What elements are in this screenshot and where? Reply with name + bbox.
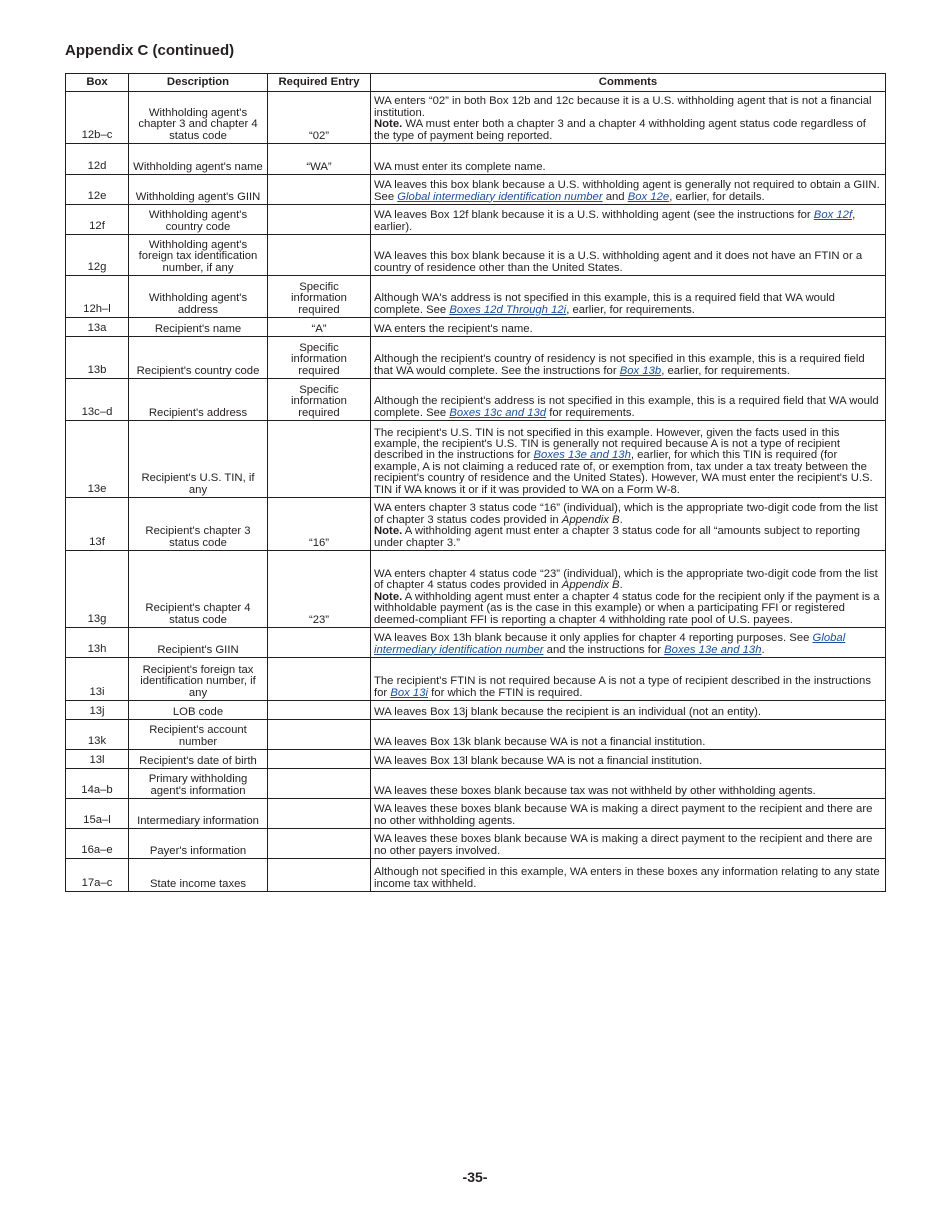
column-header-comments: Comments (371, 74, 886, 92)
required-entry-cell (268, 769, 371, 799)
comment-text: WA enters “02” in both Box 12b and 12c because it is a U.S. withholding agent that is not a financial institution. (374, 95, 872, 119)
comment-text: . (619, 579, 623, 592)
table-row (66, 318, 886, 337)
required-entry-cell (268, 235, 371, 276)
description-cell: Withholding agent's foreign tax identification number, if any (129, 235, 268, 276)
cross-reference-link[interactable]: Box 12f (813, 209, 853, 222)
description-cell: Intermediary information (129, 799, 268, 829)
comment-text: A withholding agent must enter a chapter 4 status code for the recipient only if the payment is a withholdable payment (as is the case in this example) or when a participating FFI or registered deemed-compliant FFI is reporting a chapter 4 withholding rate pool of U.S. payees. (374, 590, 880, 626)
required-entry-cell: Specific information required (268, 337, 371, 379)
box-cell: 15a–l (66, 799, 129, 829)
comments-cell (371, 628, 886, 658)
comment-text: Although the recipient's address is not specified in this example, this is a required field that WA would complete. See (374, 395, 879, 419)
comments-cell (371, 144, 886, 175)
column-header-description: Description (129, 74, 268, 92)
description-cell: Recipient's address (129, 379, 268, 421)
table-row (66, 175, 886, 205)
comments-cell (371, 235, 886, 276)
box-cell: 13c–d (66, 379, 129, 421)
table-row (66, 628, 886, 658)
required-entry-cell (268, 205, 371, 235)
comment-text: for requirements. (546, 406, 635, 419)
table-row (66, 720, 886, 750)
italic-reference: Appendix B (561, 513, 620, 526)
table-row (66, 205, 886, 235)
comments-cell (371, 92, 886, 144)
box-cell: 12d (66, 144, 129, 175)
box-cell: 12b–c (66, 92, 129, 144)
box-cell: 13e (66, 421, 129, 498)
cross-reference-link[interactable]: Boxes 12d Through 12i (449, 303, 567, 316)
comment-text: WA leaves Box 13l blank because WA is not a financial institution. (374, 754, 703, 767)
comments-cell (371, 769, 886, 799)
table-row (66, 144, 886, 175)
comment-text: and (602, 190, 628, 203)
comment-text: WA leaves these boxes blank because tax was not withheld by other withholding agents. (374, 784, 816, 797)
box-cell: 13i (66, 658, 129, 701)
page-number: -35- (462, 1169, 488, 1185)
table-header-row (66, 74, 886, 92)
comment-text: WA enters chapter 4 status code “23” (individual), which is the appropriate two-digit code from the list of chapter 4 status codes provided in (374, 567, 878, 592)
description-cell: Primary withholding agent's information (129, 769, 268, 799)
box-cell: 13l (66, 750, 129, 769)
table-row (66, 859, 886, 892)
column-header-required-entry: Required Entry (268, 74, 371, 92)
required-entry-cell: “16” (268, 498, 371, 551)
box-cell: 16a–e (66, 829, 129, 859)
description-cell: Payer's information (129, 829, 268, 859)
required-entry-cell (268, 859, 371, 892)
required-entry-cell (268, 701, 371, 720)
comment-text: WA leaves this box blank because a U.S. withholding agent is generally not required to obtain a GIIN. See (374, 179, 880, 203)
table-row (66, 799, 886, 829)
italic-reference: Appendix B (561, 579, 620, 592)
box-cell: 13j (66, 701, 129, 720)
required-entry-cell: “A” (268, 318, 371, 337)
comment-text: . (761, 643, 765, 656)
comment-text: for which the FTIN is required. (428, 686, 583, 699)
table-row (66, 337, 886, 379)
table-row (66, 769, 886, 799)
cross-reference-link[interactable]: Box 13b (619, 364, 662, 377)
comments-cell (371, 337, 886, 379)
comments-cell (371, 276, 886, 318)
cross-reference-link[interactable]: Boxes 13e and 13h (533, 449, 631, 462)
description-cell: Recipient's country code (129, 337, 268, 379)
description-cell: Withholding agent's name (129, 144, 268, 175)
comment-text: WA enters chapter 3 status code “16” (individual), which is the appropriate two-digit code from the list of chapter 3 status codes provided in (374, 502, 878, 526)
table-row (66, 276, 886, 318)
cross-reference-link[interactable]: Box 13i (390, 686, 429, 699)
comments-cell (371, 498, 886, 551)
description-cell: Recipient's date of birth (129, 750, 268, 769)
comments-cell (371, 421, 886, 498)
required-entry-cell (268, 421, 371, 498)
comment-text: WA must enter both a chapter 3 and a chapter 4 withholding agent status code regardless of the type of payment being reported. (374, 118, 866, 142)
description-cell: Recipient's foreign tax identification number, if any (129, 658, 268, 701)
cross-reference-link[interactable]: Box 12e (627, 190, 670, 203)
description-cell: LOB code (129, 701, 268, 720)
comment-text: WA leaves Box 13h blank because it only applies for chapter 4 reporting purposes. See (374, 632, 813, 645)
table-row (66, 701, 886, 720)
comment-text: , earlier, for details. (669, 190, 765, 203)
comments-cell (371, 859, 886, 892)
box-cell: 14a–b (66, 769, 129, 799)
description-cell: Withholding agent's country code (129, 205, 268, 235)
table-row (66, 379, 886, 421)
comments-cell (371, 205, 886, 235)
required-entry-cell (268, 175, 371, 205)
comments-cell (371, 701, 886, 720)
comment-text: and the instructions for (543, 643, 665, 656)
appendix-table (65, 73, 886, 892)
table-row (66, 658, 886, 701)
table-row (66, 235, 886, 276)
comments-cell (371, 750, 886, 769)
box-cell: 12e (66, 175, 129, 205)
box-cell: 13b (66, 337, 129, 379)
description-cell: Recipient's chapter 4 status code (129, 551, 268, 628)
table-row (66, 750, 886, 769)
column-header-box: Box (66, 74, 129, 92)
required-entry-cell (268, 658, 371, 701)
box-cell: 13g (66, 551, 129, 628)
comment-text: Although WA's address is not specified in this example, this is a required field that WA would complete. See (374, 292, 835, 316)
box-cell: 13a (66, 318, 129, 337)
cross-reference-link[interactable]: Global intermediary identification number (374, 632, 846, 656)
box-cell: 17a–c (66, 859, 129, 892)
comment-text: Although not specified in this example, WA enters in these boxes any information relating to any state income tax withheld. (374, 866, 880, 890)
comments-cell (371, 720, 886, 750)
comment-text: WA leaves Box 13j blank because the recipient is an individual (not an entity). (374, 705, 762, 718)
comments-cell (371, 799, 886, 829)
box-cell: 12f (66, 205, 129, 235)
comment-text: A withholding agent must enter a chapter 3 status code for all “amounts subject to reporting under chapter 3.” (374, 525, 861, 549)
note-label: Note. (374, 118, 403, 131)
required-entry-cell: Specific information required (268, 379, 371, 421)
comment-text: , earlier). (374, 209, 856, 233)
comment-text: The recipient's FTIN is not required because A is not a type of recipient described in the instructions for (374, 675, 871, 699)
description-cell: Recipient's U.S. TIN, if any (129, 421, 268, 498)
comment-text: WA leaves these boxes blank because WA is making a direct payment to the recipient and there are no other withholding agents. (374, 803, 873, 827)
comment-text: WA enters the recipient's name. (374, 322, 533, 335)
table-row (66, 829, 886, 859)
description-cell: Withholding agent's chapter 3 and chapter 4 status code (129, 92, 268, 144)
comments-cell (371, 658, 886, 701)
required-entry-cell: “23” (268, 551, 371, 628)
box-cell: 12h–l (66, 276, 129, 318)
comment-text: , earlier, for requirements. (566, 303, 695, 316)
comment-text: WA leaves Box 12f blank because it is a U.S. withholding agent (see the instructions for (374, 209, 814, 222)
required-entry-cell: Specific information required (268, 276, 371, 318)
description-cell: Recipient's GIIN (129, 628, 268, 658)
description-cell: Withholding agent's GIIN (129, 175, 268, 205)
comments-cell (371, 318, 886, 337)
comment-text: . (619, 513, 623, 526)
required-entry-cell (268, 799, 371, 829)
required-entry-cell (268, 750, 371, 769)
table-row (66, 551, 886, 628)
comment-text: Although the recipient's country of residency is not specified in this example, this is a required field that WA would complete. See the instructions for (374, 353, 865, 377)
description-cell: Recipient's chapter 3 status code (129, 498, 268, 551)
comments-cell (371, 175, 886, 205)
comment-text: , earlier, for requirements. (661, 364, 790, 377)
comments-cell (371, 551, 886, 628)
note-label: Note. (374, 525, 403, 538)
table-row (66, 421, 886, 498)
required-entry-cell (268, 720, 371, 750)
required-entry-cell: “WA” (268, 144, 371, 175)
description-cell: Withholding agent's address (129, 276, 268, 318)
required-entry-cell (268, 628, 371, 658)
box-cell: 13f (66, 498, 129, 551)
description-cell: State income taxes (129, 859, 268, 892)
box-cell: 13k (66, 720, 129, 750)
comment-text: , earlier, for which this TIN is required (for example, A is not claiming a reduced rate of, or exemption from, tax under a tax treaty between the recipient's country of residence and the United States). However, WA must enter the recipient's U.S. TIN if WA knows it or if it was provided to WA on a Form W-8. (374, 449, 873, 496)
description-cell: Recipient's account number (129, 720, 268, 750)
comments-cell (371, 829, 886, 859)
note-label: Note. (374, 590, 403, 603)
comment-text: WA leaves this box blank because it is a U.S. withholding agent and it does not have an FTIN or a country of residence other than the United States. (374, 250, 863, 274)
comment-text: WA leaves these boxes blank because WA is making a direct payment to the recipient and there are no other payers involved. (374, 833, 873, 857)
comment-text: WA must enter its complete name. (374, 160, 546, 173)
comment-text: WA leaves Box 13k blank because WA is not a financial institution. (374, 735, 706, 748)
page-heading: Appendix C (continued) (65, 42, 235, 59)
cross-reference-link[interactable]: Boxes 13e and 13h (664, 643, 762, 656)
description-cell: Recipient's name (129, 318, 268, 337)
required-entry-cell: “02” (268, 92, 371, 144)
table-row (66, 92, 886, 144)
cross-reference-link[interactable]: Boxes 13c and 13d (449, 406, 547, 419)
comments-cell (371, 379, 886, 421)
cross-reference-link[interactable]: Global intermediary identification number (397, 190, 603, 203)
box-cell: 13h (66, 628, 129, 658)
table-row (66, 498, 886, 551)
comment-text: The recipient's U.S. TIN is not specified in this example. However, given the facts used in this example, the recipient's U.S. TIN is generally not required because A is not a type of recipient described in the instructions for (374, 426, 841, 462)
required-entry-cell (268, 829, 371, 859)
box-cell: 12g (66, 235, 129, 276)
